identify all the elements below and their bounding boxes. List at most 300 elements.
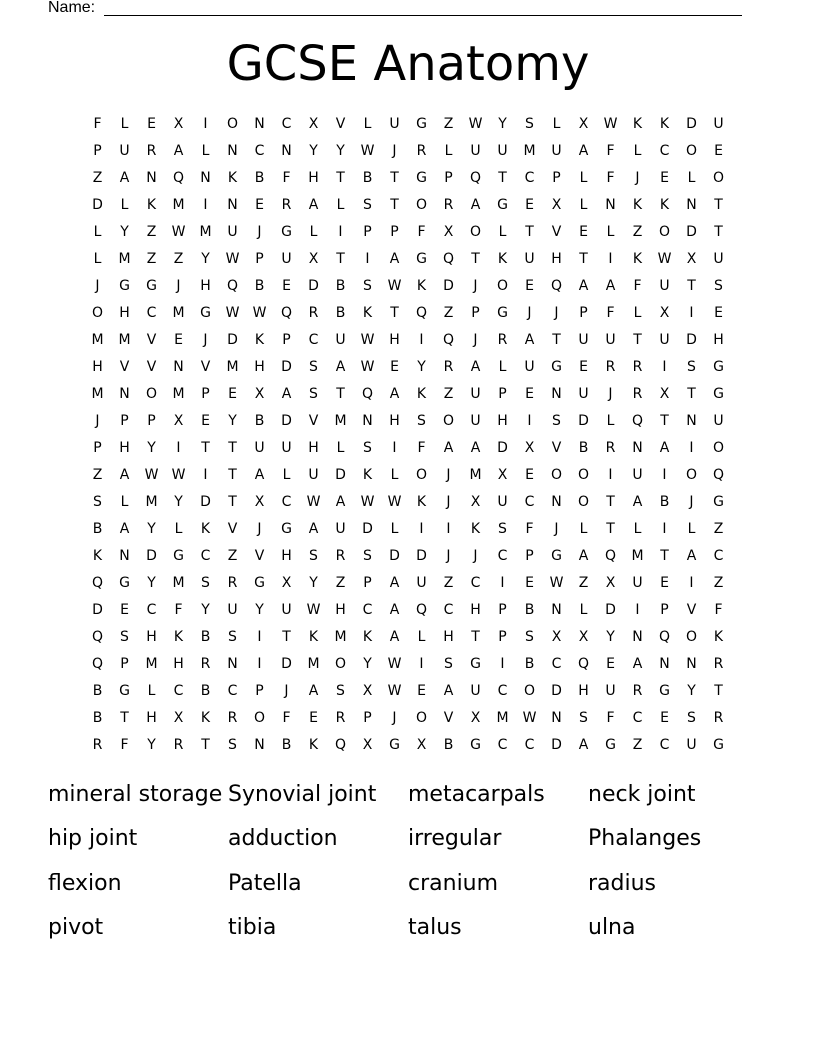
grid-letter: C [497,683,508,699]
grid-letter: U [524,251,535,267]
grid-letter: Q [577,656,590,672]
grid-letter: Z [632,224,643,240]
grid-letter: Z [443,116,454,132]
grid-letter: K [416,278,427,294]
grid-letter: I [392,440,397,456]
grid-letter: K [632,116,643,132]
grid-letter: A [389,251,400,267]
grid-letter: V [200,359,211,375]
grid-letter: C [497,737,508,753]
grid-letter: J [473,548,478,564]
grid-letter: L [390,521,399,537]
grid-letter: F [282,170,291,186]
grid-letter: B [254,278,265,294]
grid-letter: U [497,143,508,159]
grid-letter: U [416,575,427,591]
grid-letter: C [524,494,535,510]
grid-letter: I [500,575,505,591]
grid-letter: M [172,575,185,591]
grid-letter: J [554,521,559,537]
grid-letter: S [309,548,318,564]
grid-letter: Z [92,170,103,186]
grid-letter: G [659,683,670,699]
grid-letter: Q [226,278,239,294]
grid-letter: R [443,359,454,375]
grid-letter: I [689,305,694,321]
grid-row [84,651,732,678]
grid-letter: Q [712,467,725,483]
grid-letter: H [308,440,319,456]
word-list-item: tibia [228,914,277,940]
grid-letter: W [225,251,240,267]
grid-letter: X [443,224,454,240]
grid-letter: P [282,332,291,348]
grid-letter: T [552,332,561,348]
grid-letter: H [578,683,589,699]
grid-letter: S [120,629,129,645]
grid-letter: P [255,683,264,699]
grid-letter: D [551,683,562,699]
grid-letter: C [200,548,211,564]
grid-letter: C [227,683,238,699]
word-list-item: Synovial joint [228,782,377,807]
grid-letter: X [551,197,562,213]
grid-letter: L [93,224,102,240]
grid-letter: H [335,602,346,618]
grid-letter: N [227,656,238,672]
grid-letter: C [659,737,670,753]
grid-letter: X [470,494,481,510]
grid-letter: D [362,521,373,537]
grid-letter: I [419,521,424,537]
grid-letter: Y [687,683,696,699]
grid-letter: X [416,737,427,753]
grid-row [84,732,732,759]
grid-letter: D [686,224,697,240]
grid-letter: K [173,629,184,645]
grid-letter: F [714,602,723,618]
word-list-item: pivot [48,914,104,940]
grid-letter: G [470,656,481,672]
grid-letter: X [362,737,373,753]
grid-letter: P [552,170,561,186]
grid-letter: M [496,710,509,726]
grid-letter: X [173,413,184,429]
grid-letter: B [524,656,535,672]
grid-letter: S [417,413,426,429]
word-search-grid [84,111,732,759]
grid-letter: W [387,656,402,672]
grid-letter: G [416,251,427,267]
grid-letter: P [498,629,507,645]
grid-letter: O [685,143,698,159]
grid-letter: B [92,683,103,699]
grid-letter: D [686,332,697,348]
grid-letter: R [713,656,724,672]
grid-letter: K [227,170,238,186]
grid-letter: E [282,278,291,294]
grid-letter: L [444,143,453,159]
grid-letter: N [686,197,697,213]
grid-letter: R [632,359,643,375]
grid-letter: I [446,521,451,537]
grid-letter: N [551,602,562,618]
grid-letter: Q [415,602,428,618]
grid-letter: U [227,602,238,618]
grid-row [84,219,732,246]
grid-letter: R [497,332,508,348]
grid-letter: W [603,116,618,132]
grid-letter: L [363,116,372,132]
grid-letter: L [282,467,291,483]
grid-letter: H [173,656,184,672]
grid-letter: A [632,656,643,672]
grid-letter: R [335,710,346,726]
grid-letter: Z [335,575,346,591]
grid-letter: L [201,143,210,159]
grid-letter: Y [201,251,210,267]
grid-letter: L [579,197,588,213]
grid-letter: H [389,332,400,348]
grid-letter: D [92,197,103,213]
page-title: GCSE Anatomy [226,36,590,92]
grid-letter: W [549,575,564,591]
grid-letter: W [468,116,483,132]
grid-letter: Z [146,224,157,240]
grid-letter: J [473,332,478,348]
grid-letter: Z [443,386,454,402]
grid-letter: J [203,332,208,348]
grid-letter: J [689,494,694,510]
grid-letter: J [608,386,613,402]
grid-letter: T [606,521,615,537]
grid-letter: E [390,359,399,375]
grid-letter: C [173,683,184,699]
grid-letter: J [257,224,262,240]
grid-letter: D [200,494,211,510]
grid-letter: J [446,494,451,510]
grid-letter: G [605,737,616,753]
grid-letter: F [93,116,102,132]
grid-letter: F [606,710,615,726]
grid-letter: R [605,440,616,456]
grid-letter: U [254,440,265,456]
grid-letter: P [363,575,372,591]
grid-letter: M [226,359,239,375]
grid-letter: R [173,737,184,753]
grid-letter: A [443,683,454,699]
grid-letter: D [281,359,292,375]
grid-letter: E [525,467,534,483]
grid-letter: X [470,710,481,726]
word-list-item: hip joint [48,826,138,852]
grid-letter: P [390,224,399,240]
grid-letter: Q [658,629,671,645]
grid-row [84,246,732,273]
grid-letter: G [551,359,562,375]
grid-letter: O [712,170,725,186]
grid-letter: W [306,494,321,510]
grid-letter: D [497,440,508,456]
grid-letter: R [632,386,643,402]
grid-letter: J [257,521,262,537]
grid-letter: M [172,386,185,402]
grid-letter: L [120,197,129,213]
grid-letter: K [659,197,670,213]
grid-letter: P [579,305,588,321]
grid-letter: Y [174,494,183,510]
grid-letter: A [119,467,130,483]
grid-letter: R [200,656,211,672]
grid-letter: F [174,602,183,618]
grid-letter: T [714,197,723,213]
grid-letter: U [335,521,346,537]
grid-letter: G [254,575,265,591]
grid-letter: N [659,656,670,672]
grid-letter: E [660,710,669,726]
grid-letter: X [578,629,589,645]
grid-letter: N [632,440,643,456]
grid-letter: A [470,440,481,456]
grid-letter: C [713,548,724,564]
grid-letter: J [446,467,451,483]
grid-letter: A [389,575,400,591]
grid-letter: N [119,386,130,402]
grid-letter: I [365,251,370,267]
word-list-item: flexion [48,870,122,896]
grid-letter: Y [120,224,129,240]
grid-letter: S [525,116,534,132]
grid-letter: L [606,413,615,429]
grid-letter: M [91,332,104,348]
grid-letter: R [227,575,238,591]
grid-letter: Z [227,548,238,564]
grid-letter: B [335,278,346,294]
grid-letter: L [120,116,129,132]
grid-letter: I [635,602,640,618]
grid-letter: T [282,629,291,645]
grid-letter: W [360,143,375,159]
grid-letter: C [254,143,265,159]
grid-letter: V [146,332,157,348]
grid-letter: V [146,359,157,375]
grid-letter: E [606,656,615,672]
grid-letter: F [282,710,291,726]
grid-letter: I [689,440,694,456]
grid-row [84,597,732,624]
grid-letter: N [686,413,697,429]
grid-letter: L [633,305,642,321]
grid-letter: T [120,710,129,726]
grid-letter: E [120,602,129,618]
grid-letter: A [173,143,184,159]
grid-letter: B [578,440,589,456]
grid-letter: K [362,629,373,645]
grid-letter: X [254,494,265,510]
grid-letter: P [363,710,372,726]
grid-letter: Y [498,116,507,132]
grid-letter: T [228,494,237,510]
grid-letter: Y [309,575,318,591]
grid-letter: V [119,359,130,375]
grid-letter: X [308,251,319,267]
grid-letter: P [525,548,534,564]
grid-letter: E [228,386,237,402]
grid-letter: U [281,440,292,456]
grid-letter: O [253,710,266,726]
grid-letter: M [334,413,347,429]
grid-letter: N [551,710,562,726]
grid-letter: J [635,170,640,186]
grid-letter: O [334,656,347,672]
grid-letter: F [633,278,642,294]
grid-letter: M [199,224,212,240]
word-list [48,778,768,955]
grid-letter: N [227,143,238,159]
grid-row [84,192,732,219]
grid-letter: S [363,197,372,213]
grid-letter: U [632,467,643,483]
grid-letter: U [335,332,346,348]
grid-letter: T [579,251,588,267]
grid-letter: L [579,170,588,186]
grid-letter: O [658,224,671,240]
grid-letter: Y [228,413,237,429]
grid-letter: H [146,710,157,726]
grid-letter: U [713,251,724,267]
grid-letter: M [631,548,644,564]
grid-letter: J [554,305,559,321]
grid-letter: T [714,224,723,240]
grid-letter: L [390,467,399,483]
grid-letter: A [389,386,400,402]
grid-letter: O [442,413,455,429]
grid-letter: C [281,494,292,510]
word-list-item: adduction [228,826,338,852]
grid-letter: A [281,386,292,402]
grid-letter: R [227,710,238,726]
grid-letter: B [200,629,211,645]
grid-letter: B [335,305,346,321]
grid-letter: G [281,521,292,537]
grid-letter: I [500,656,505,672]
grid-letter: O [145,386,158,402]
grid-letter: H [713,332,724,348]
grid-letter: W [171,467,186,483]
grid-letter: D [281,656,292,672]
grid-letter: T [336,386,345,402]
grid-letter: L [336,197,345,213]
grid-letter: W [387,278,402,294]
grid-letter: A [470,359,481,375]
grid-letter: O [577,494,590,510]
grid-letter: S [228,629,237,645]
grid-letter: M [145,656,158,672]
grid-letter: T [606,494,615,510]
grid-letter: X [254,386,265,402]
grid-letter: E [660,170,669,186]
grid-letter: K [497,251,508,267]
grid-letter: S [363,548,372,564]
grid-letter: I [338,224,343,240]
grid-letter: B [254,413,265,429]
grid-letter: Q [631,413,644,429]
grid-letter: C [497,548,508,564]
grid-letter: P [120,413,129,429]
grid-letter: O [226,116,239,132]
grid-letter: O [91,305,104,321]
grid-letter: T [687,278,696,294]
grid-letter: A [686,548,697,564]
grid-letter: O [496,278,509,294]
grid-letter: Q [172,170,185,186]
grid-letter: J [446,548,451,564]
grid-letter: X [659,305,670,321]
grid-letter: H [254,359,265,375]
grid-letter: J [473,278,478,294]
grid-letter: C [659,143,670,159]
grid-letter: U [470,386,481,402]
grid-letter: L [606,224,615,240]
grid-letter: I [662,359,667,375]
grid-letter: E [309,710,318,726]
grid-letter: O [415,197,428,213]
grid-letter: I [608,467,613,483]
grid-letter: O [469,224,482,240]
grid-letter: U [659,332,670,348]
grid-letter: O [577,467,590,483]
grid-letter: Q [604,548,617,564]
grid-letter: W [360,359,375,375]
grid-letter: M [307,656,320,672]
grid-letter: L [633,521,642,537]
grid-letter: V [227,521,238,537]
grid-letter: G [713,359,724,375]
grid-letter: D [335,467,346,483]
grid-letter: E [525,278,534,294]
grid-letter: F [120,737,129,753]
grid-letter: A [659,440,670,456]
grid-letter: C [362,602,373,618]
word-list-item: mineral storage [48,782,223,807]
grid-letter: O [523,683,536,699]
grid-letter: L [498,359,507,375]
grid-row [84,543,732,570]
grid-letter: S [687,359,696,375]
grid-letter: T [390,305,399,321]
grid-letter: E [255,197,264,213]
grid-letter: I [203,197,208,213]
grid-letter: T [201,440,210,456]
grid-letter: U [389,116,400,132]
grid-letter: S [228,737,237,753]
grid-letter: C [281,116,292,132]
grid-letter: A [605,278,616,294]
grid-letter: K [146,197,157,213]
grid-letter: I [662,521,667,537]
grid-letter: G [416,116,427,132]
grid-letter: A [308,197,319,213]
grid-letter: W [657,251,672,267]
grid-letter: A [524,332,535,348]
grid-letter: J [95,278,100,294]
grid-letter: J [176,278,181,294]
grid-letter: U [470,683,481,699]
grid-letter: L [120,494,129,510]
grid-letter: C [632,710,643,726]
grid-letter: J [392,143,397,159]
grid-letter: A [308,521,319,537]
